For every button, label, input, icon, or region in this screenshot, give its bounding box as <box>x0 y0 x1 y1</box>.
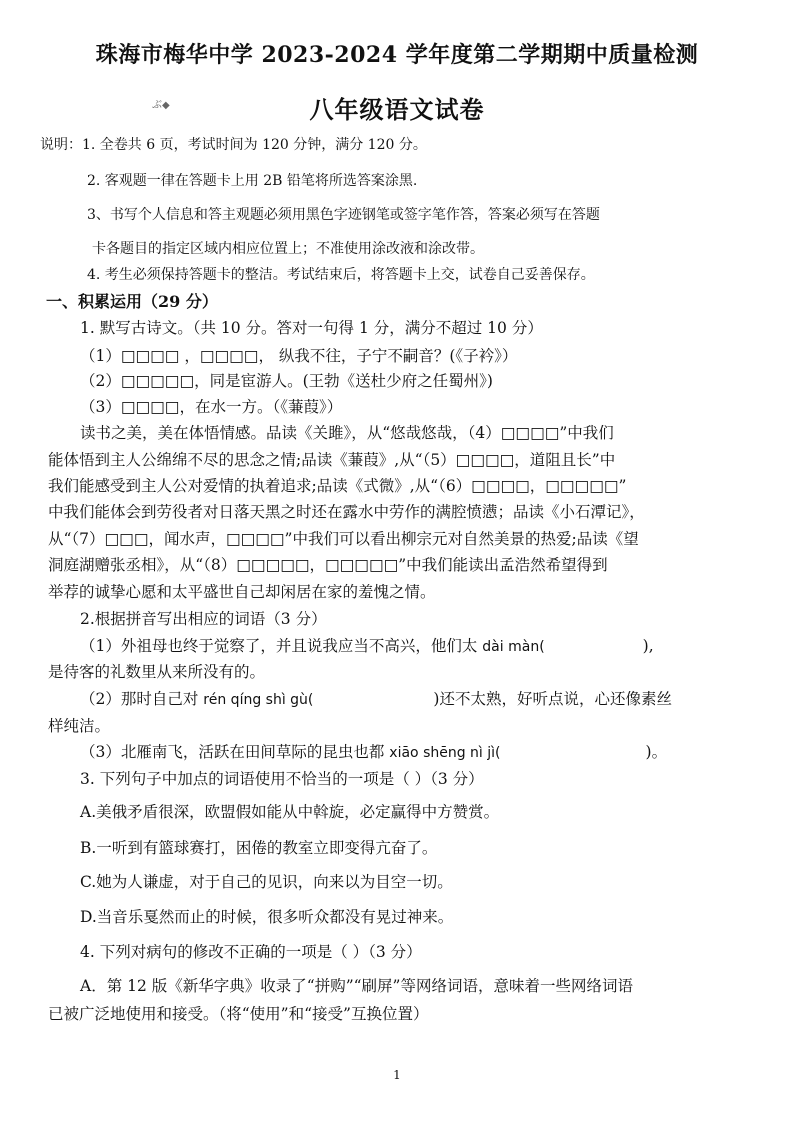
q1-para-line: 洞庭湖赠张丞相》，从“（8）□□□□□，□□□□□”中我们能读出孟浩然希望得到 <box>48 556 608 574</box>
q2-item-1-text: （1）外祖母也终于觉察了，并且说我应当不高兴，他们太 <box>80 637 483 655</box>
note-3: 3、书写个人信息和答主观题必须用黑色字迹钢笔或签字笔作答，答案必须写在答题 <box>87 207 600 223</box>
q1-para-line: 从“（7）□□□，闻水声，□□□□”中我们可以看出柳宗元对自然美景的热爱;品读《望 <box>48 530 639 548</box>
q2-item-1 <box>80 634 654 656</box>
note-3-cont: 卡各题目的指定区域内相应位置上；不准使用涂改液和涂改带。 <box>92 241 484 257</box>
answer-blank[interactable] <box>545 650 643 651</box>
q4-option-a: A．第 12 版《新华字典》收录了“拼购”“刷屏”等网络词语，意味着一些网络词语 <box>80 977 633 995</box>
q2-item-3-close: )。 <box>645 743 668 761</box>
q1-para-line: 能体悟到主人公绵绵不尽的思念之情;品读《蒹葭》,从“（5）□□□□，道阻且长”中 <box>48 451 616 469</box>
q3-option-a: A.美俄矛盾很深，欧盟假如能从中斡旋，必定赢得中方赞赏。 <box>80 803 500 821</box>
note-4: 4. 考生必须保持答题卡的整洁。考试结束后，将答题卡上交，试卷自己妥善保存。 <box>87 267 595 283</box>
q3-option-c: C.她为人谦虚，对于自己的见识，向来以为目空一切。 <box>80 873 453 891</box>
q4-option-a-cont: 已被广泛地使用和接受。（将“使用”和“接受”互换位置） <box>48 1005 429 1023</box>
q3-option-b: B.一听到有篮球赛打，困倦的教室立即变得亢奋了。 <box>80 839 438 857</box>
q1-para-line: 我们能感受到主人公对爱情的执着追求;品读《式微》,从“（6）□□□□，□□□□□” <box>48 477 627 495</box>
q4-stem: 4. 下列对病句的修改不正确的一项是（ ）（3 分） <box>80 943 422 961</box>
answer-blank[interactable] <box>313 703 433 704</box>
q3-option-d: D.当音乐戛然而止的时候，很多听众都没有晃过神来。 <box>80 908 454 926</box>
page-number: 1 <box>393 1068 401 1082</box>
q2-item-2-pinyin: rén qíng shì gù( <box>203 692 314 708</box>
section-1-title: 一、积累运用（29 分） <box>46 292 218 311</box>
q1-para-line: 中我们能体会到劳役者对日落天黑之时还在露水中劳作的满腔愤懑；品读《小石潭记》， <box>48 503 645 521</box>
q3-stem: 3. 下列句子中加点的词语使用不恰当的一项是（ ）（3 分） <box>80 770 484 788</box>
q2-item-2-close: )还不太熟，好听点说，心还像素丝 <box>433 690 672 708</box>
q2-item-2 <box>80 687 672 709</box>
q2-stem: 2.根据拼音写出相应的词语（3 分） <box>80 610 327 628</box>
q1-para-line: 举荐的诚挚心愿和太平盛世自己却闲居在家的羞愧之情。 <box>48 583 436 601</box>
q2-item-1-close: ), <box>642 637 654 655</box>
note-2: 2. 客观题一律在答题卡上用 2B 铅笔将所选答案涂黑. <box>87 173 418 189</box>
q1-stem: 1. 默写古诗文。（共 10 分。答对一句得 1 分，满分不超过 10 分） <box>80 319 543 337</box>
scan-smudge: ぶ◆ <box>152 100 170 111</box>
q1-item-2: （2）□□□□□，同是宦游人。(王勃《送杜少府之任蜀州》) <box>80 372 493 390</box>
exam-subtitle: 八年级语文试卷 <box>309 95 485 124</box>
q2-item-3-text: （3）北雁南飞，活跃在田间草际的昆虫也都 <box>80 743 390 761</box>
q1-item-1: （1）□□□□ ，□□□□， 纵我不往，子宁不嗣音？(《子衿》） <box>80 347 518 365</box>
q2-item-2-cont: 样纯洁。 <box>48 717 111 735</box>
exam-title: 珠海市梅华中学 2023-2024 学年度第二学期期中质量检测 <box>95 42 699 68</box>
note-1: 说明：1. 全卷共 6 页，考试时间为 120 分钟，满分 120 分。 <box>40 137 427 153</box>
q2-item-3 <box>80 740 667 762</box>
answer-blank[interactable] <box>501 756 646 757</box>
q2-item-1-pinyin: dài màn( <box>482 639 545 655</box>
q1-para-line: 读书之美，美在体悟情感。品读《关雎》，从“悠哉悠哉，（4）□□□□”中我们 <box>80 424 614 442</box>
q1-item-3: （3）□□□□，在水一方。（《蒹葭》） <box>80 398 343 416</box>
q2-item-3-pinyin: xiāo shēng nì jì( <box>389 745 501 761</box>
q2-item-2-text: （2）那时自己对 <box>80 690 204 708</box>
q2-item-1-cont: 是待客的礼数里从来所没有的。 <box>48 663 266 681</box>
